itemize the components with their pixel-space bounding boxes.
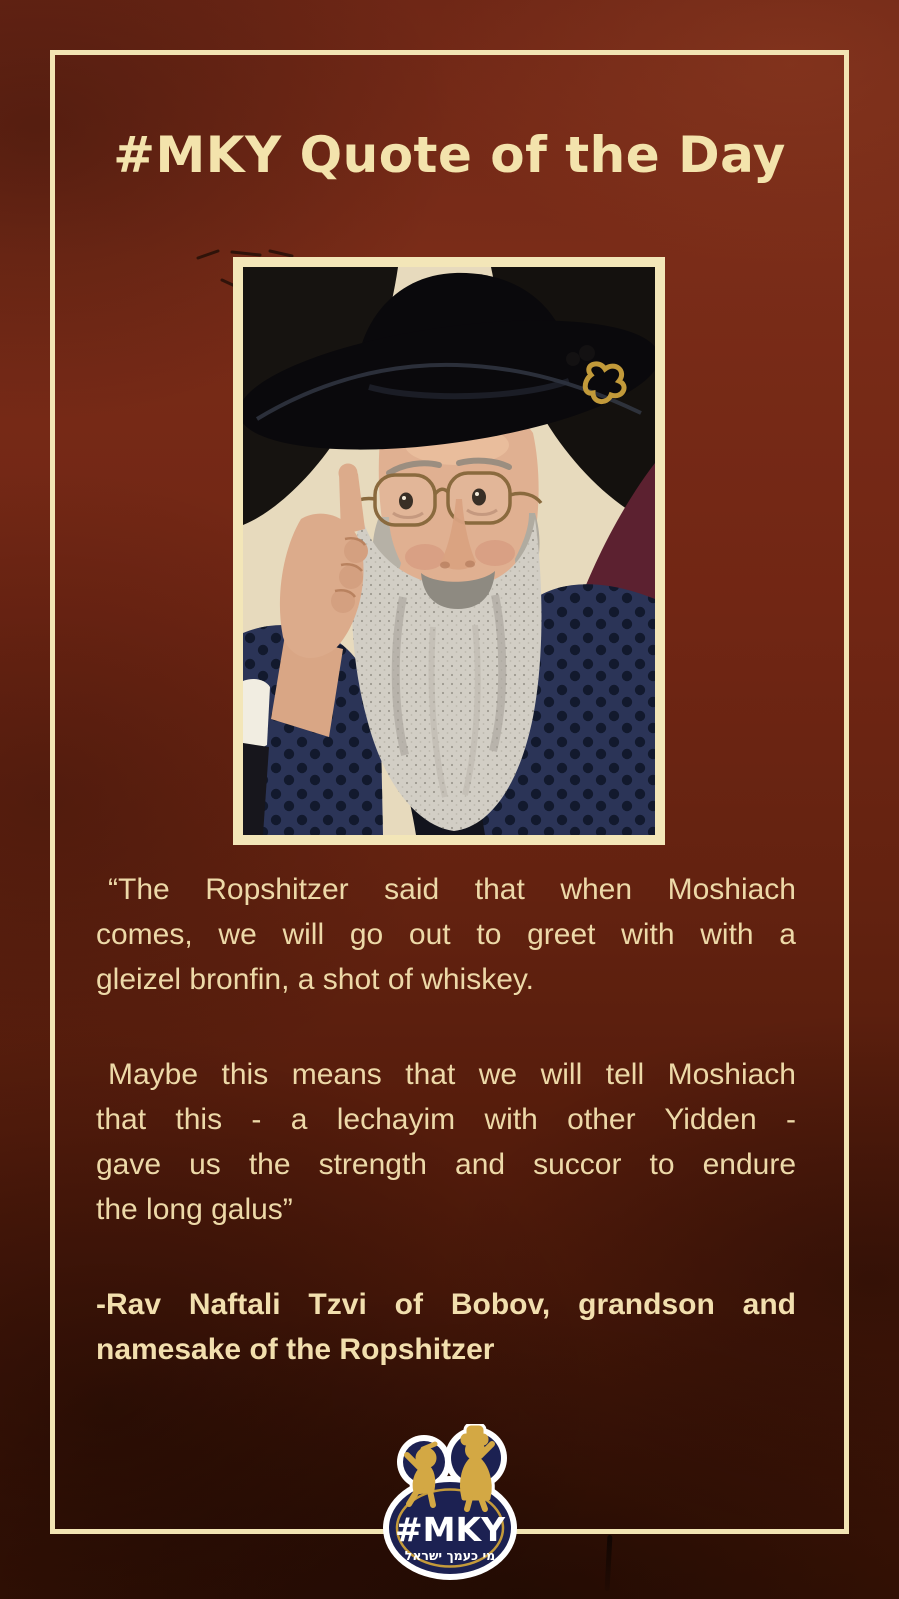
quote-line: “The Ropshitzer said that when Moshiach [108,873,796,906]
attribution-line: -Rav Naftali Tzvi of Bobov, grandson and [96,1288,796,1321]
page-title: #MKY Quote of the Day [113,126,786,184]
logo-hashtag-text: #MKY [395,1510,505,1549]
attribution-line: namesake of the Ropshitzer [96,1333,495,1366]
photo-frame [233,257,665,845]
scratch-mark-bottom [605,1535,613,1591]
quote-block [96,867,796,1372]
quote-line: gleizel bronfin, a shot of whiskey. [96,963,535,996]
quote-line: comes, we will go out to greet with with a [96,918,796,951]
mky-logo [376,1424,524,1582]
quote-line: the long galus” [96,1193,293,1226]
quote-line: Maybe this means that we will tell Moshiach [108,1058,796,1091]
quote-line: gave us the strength and succor to endure [96,1148,796,1181]
rabbi-portrait-photo [243,267,655,835]
quote-line: that this - a lechayim with other Yidden - [96,1103,796,1136]
logo-hebrew-text: מי כעמך ישראל [404,1548,496,1563]
